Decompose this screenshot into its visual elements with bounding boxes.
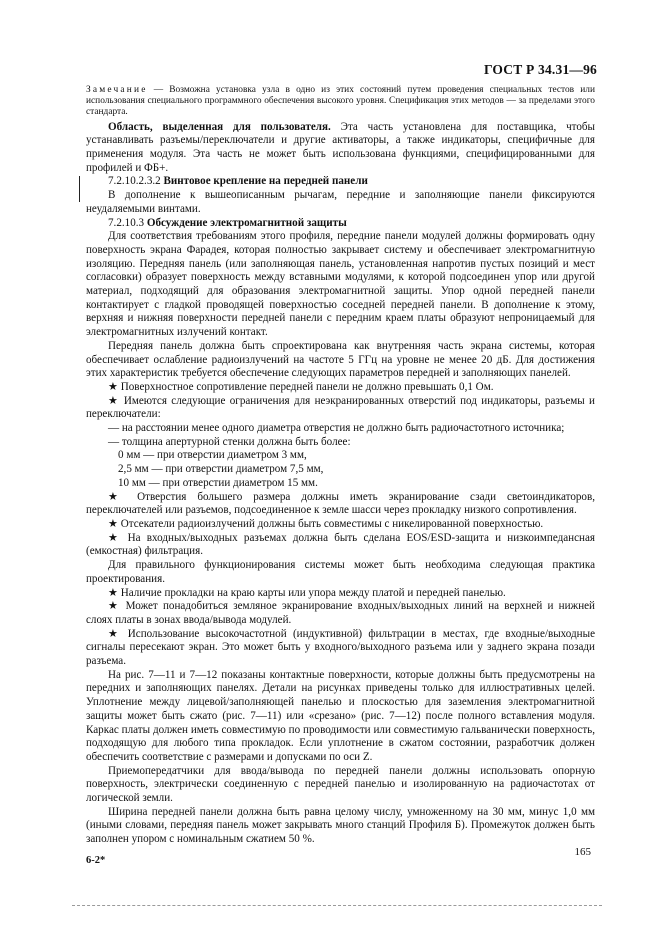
section-title: Обсуждение электромагнитной защиты (146, 216, 347, 229)
footer-mark: 6-2* (86, 855, 106, 866)
thickness-row: 2,5 мм — при отверстии диаметром 7,5 мм, (118, 463, 324, 476)
section-title: Винтовое крепление на передней панели (163, 175, 368, 188)
scan-artifact-line (72, 905, 602, 906)
thickness-row: 0 мм — при отверстии диаметром 3 мм, (118, 449, 307, 462)
section-heading-emc (86, 217, 595, 231)
page-number: 165 (574, 846, 591, 858)
paragraph-faraday: Для соответствия требованиям этого профиля, передние панели модулей должны формировать одну поверхность экрана Фарадея, которая полностью закрывает систему и обеспечивает электромагнитную изоляцию. Передняя панель (или заполняющая панель, установленная напротив пустых позиций и мест согласовки) образует поверхность между вставными модулями, к которой подсоединен упор или другой материал, подходящий для образования электромагнитной защиты. Упор одной передней панели контактирует с гладкой проводящей поверхностью соседней передней панели. В дополнение к этому, верхняя и нижняя поверхности передней панели с передним краем платы образуют непроницаемый для электромагнитных излучений контакт. (86, 230, 595, 339)
screw-paragraph: В дополнение к вышеописанным рычагам, передние и заполняющие панели фиксируются неудаляемыми винтами. (86, 189, 595, 215)
paragraph-attenuation: Передняя панель должна быть спроектирована как внутренняя часть экрана системы, которая обеспечивает ослабление радиоизлучений на частоте 5 ГГц на уровне не менее 20 дБ. Для достижения этих характеристик требуется обеспечение следующих параметров передней и заполняющих панелей. (86, 339, 595, 380)
bullet-openings: ★ Имеются следующие ограничения для неэкранированных отверстий под индикаторы, разъемы и переключатели: (86, 394, 595, 421)
standard-header: ГОСТ Р 34.31—96 (483, 62, 597, 77)
user-area-title: Область, выделенная для пользователя. (108, 120, 331, 133)
user-area-paragraph (86, 121, 595, 176)
bullet-gasket: ★ Наличие прокладки на краю карты или упора между платой и передней панелью. (108, 586, 506, 599)
bullet-large-openings: ★ Отверстия большего размера должны иметь экранирование сзади светоиндикаторов, переключателей или разъемов, подсоединенное к земле шасси через прокладку низкого сопротивления. (86, 490, 595, 517)
bullet-filtering: ★ Использование высокочастотной (индуктивной) фильтрации в местах, где входные/выходные сигналы пересекают экран. Это может быть у входного/выходного разъема или у заднего экрана позади разъема. (86, 627, 595, 668)
page-body (86, 85, 595, 847)
paragraph-figures: На рис. 7—11 и 7—12 показаны контактные поверхности, которые должны быть предусмотрены на передних и заполняющих панелях. Детали на рисунках приведены только для иллюстративных целей. Уплотнение между лицевой/заполняющей панелью и плоскостью для заземления электромагнитной защиты может быть сжато (рис. 7—11) или «срезано» (рис. 7—12) после полного вставления модуля. Каркас платы должен иметь совместимую по проводимости или совместимую гальванически поверхность, подходящую для любого типа прокладок. Если уплотнение в сжатом состоянии, разработчик должен обеспечить соответствие с размерами и допусками по оси Z. (86, 668, 595, 763)
revision-bar (79, 176, 80, 202)
bullet-cutoffs: ★ Отсекатели радиоизлучений должны быть совместимы с никелированной поверхностью. (108, 518, 544, 530)
paragraph-transceivers: Приемопередатчики для ввода/вывода по передней панели должны использовать опорную поверхность, электрически соединенную с передней панелью и изолированную на радиочастотах от логической земли. (86, 764, 595, 805)
paragraph-width: Ширина передней панели должна быть равна целому числу, умноженному на 30 мм, минус 1,0 мм (иными словами, передняя панель может закрывать много станций Профиля Б). Промежуток должен быть заполнен упором с номинальным сжатием 50 %. (86, 805, 595, 846)
note-label: Замечание (86, 85, 148, 95)
dash-thickness: — толщина апертурной стенки должна быть более: (108, 435, 351, 448)
paragraph-practice: Для правильного функционирования системы может быть необходима следующая практика проектирования. (86, 559, 595, 585)
dash-distance: — на расстоянии менее одного диаметра отверстия не должно быть радиочастотного источника; (108, 422, 565, 435)
thickness-row: 10 мм — при отверстии диаметром 15 мм. (118, 476, 318, 489)
bullet-connectors: ★ На входных/выходных разъемах должна быть сделана EOS/ESD-защита и низкоимпедансная (емкостная) фильтрация. (86, 531, 595, 558)
section-heading-screw (86, 175, 595, 189)
note-text: — Возможна установка узла в одно из этих состояний путем проведения специальных тестов или использования специального программного обеспечения высокого уровня. Спецификация этих методов — за пределами этого стандарта. (86, 85, 595, 118)
note-paragraph (86, 85, 595, 119)
user-area-text: Эта часть установлена для поставщика, чтобы устанавливать разъемы/переключатели и другие активаторы, а также индикаторы, специфичные для применения модуля. Эта часть не может быть использована функциями, специфицированными для профилей и ФБ+. (86, 120, 595, 174)
section-number: 7.2.10.2.3.2 (108, 175, 164, 188)
bullet-ground-shield: ★ Может понадобиться земляное экранирование входных/выходных линий на верхней и нижней слоях платы в зонах ввода/вывода модулей. (86, 600, 595, 626)
bullet-resistance: ★ Поверхностное сопротивление передней панели не должно превышать 0,1 Ом. (108, 380, 494, 393)
section-number: 7.2.10.3 (108, 216, 147, 229)
